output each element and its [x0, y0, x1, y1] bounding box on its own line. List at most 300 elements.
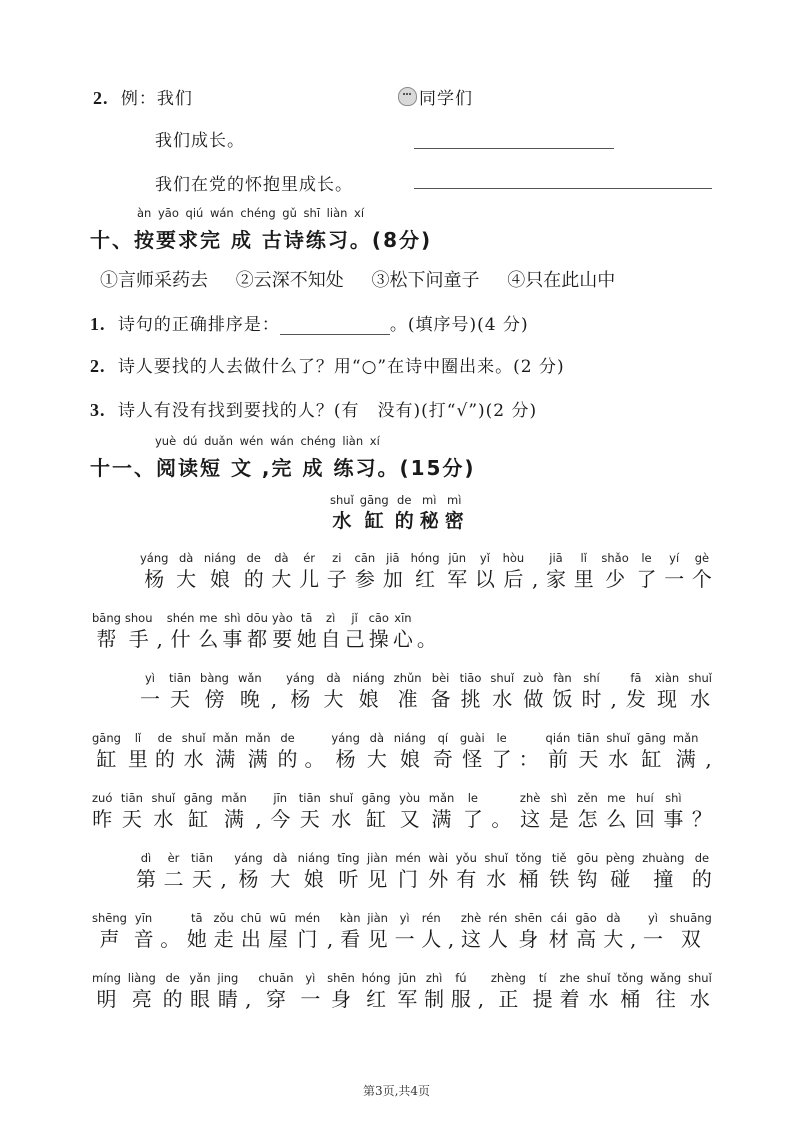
pinyin: gāng	[92, 731, 121, 745]
ruby-char	[362, 790, 391, 832]
passage-line-6	[136, 850, 712, 892]
hanzi: 是	[548, 807, 569, 831]
pinyin: shí	[583, 671, 600, 685]
pinyin: dì	[140, 851, 152, 865]
hanzi: 前	[547, 747, 568, 771]
q2-circle-number: 2.	[90, 356, 106, 376]
ruby-char	[217, 970, 238, 1012]
hanzi: 参	[354, 567, 375, 591]
ruby-char	[553, 670, 573, 712]
hanzi: 个	[691, 567, 712, 591]
pinyin: tí	[538, 971, 547, 985]
hanzi: 要	[272, 627, 293, 651]
ruby-char	[451, 970, 471, 1012]
pinyin: zǒu	[213, 911, 234, 925]
ruby-char	[503, 550, 525, 592]
hanzi: 水	[690, 687, 711, 711]
ruby-char	[492, 730, 512, 772]
hanzi: 大	[270, 867, 291, 891]
pinyin: jiàn	[367, 911, 388, 925]
ruby-char	[650, 970, 681, 1012]
pinyin: shuǐ	[181, 731, 206, 745]
pinyin: niáng	[203, 551, 236, 565]
ruby-char	[163, 970, 183, 1012]
hanzi: 撞	[653, 867, 674, 891]
pinyin: yì	[305, 971, 316, 985]
pinyin: zhuàng	[642, 851, 685, 865]
page-indicator: 第3页,共4页	[362, 1084, 431, 1098]
q3-text: 诗人有没有找到要找的人？(有 没有)(打“√”)(2 分)	[117, 401, 538, 421]
hanzi: 这	[461, 927, 482, 951]
hanzi: 声	[99, 927, 120, 951]
hanzi: 的	[243, 567, 264, 591]
ruby-char	[355, 550, 376, 592]
hanzi: 天	[299, 807, 320, 831]
pinyin: gōu	[576, 851, 599, 865]
punctuation: ,	[255, 807, 262, 831]
ruby-char	[155, 730, 175, 772]
pinyin: jūn	[448, 551, 467, 565]
pinyin: dà	[178, 551, 194, 565]
hanzi: 里	[127, 747, 148, 771]
punctuation: ,	[531, 567, 539, 591]
hanzi: 了	[491, 747, 512, 771]
pinyin: dōu	[246, 611, 268, 625]
hanzi: 什	[170, 627, 191, 651]
hanzi: 了	[636, 567, 657, 591]
hanzi: 满	[224, 807, 245, 831]
pinyin: le	[467, 791, 478, 805]
ruby-char	[397, 970, 417, 1012]
hanzi: 铁	[549, 867, 570, 891]
ruby-char	[460, 670, 482, 712]
ruby-char	[213, 910, 233, 952]
ruby-char	[189, 970, 210, 1012]
ruby-char	[128, 970, 156, 1012]
ruby-char	[151, 790, 175, 832]
pinyin: yí	[669, 551, 680, 565]
pinyin: gāng	[183, 791, 213, 805]
ruby-char	[395, 492, 414, 534]
pinyin: shuāng	[669, 911, 712, 925]
section11-title: 十一、阅读短 文 ,完 成 练习。(15分)	[90, 456, 476, 480]
pinyin: shuǐ	[688, 671, 712, 685]
hanzi: 的	[154, 747, 175, 771]
pinyin: yáng	[331, 731, 360, 745]
punctuation: ,	[630, 927, 637, 951]
ruby-char	[574, 550, 594, 592]
pinyin: tiě	[551, 851, 567, 865]
hanzi: 水	[486, 867, 507, 891]
pinyin: shuǐ	[151, 791, 176, 805]
pinyin: wǎn	[237, 671, 262, 685]
pinyin: qí	[437, 731, 449, 745]
q2-answer-blank-2[interactable]	[414, 170, 712, 189]
hanzi: 秘	[419, 510, 439, 532]
ruby-char	[299, 550, 319, 592]
hanzi: 又	[399, 807, 420, 831]
pinyin: tiān	[298, 791, 321, 805]
pinyin: wài	[428, 851, 449, 865]
pinyin: shuǐ	[484, 851, 509, 865]
punctuation: 。	[491, 807, 512, 831]
hanzi: 水	[492, 687, 513, 711]
pinyin: zi	[332, 551, 342, 565]
ruby-char	[546, 550, 566, 592]
ruby-char	[582, 670, 602, 712]
hanzi: 人	[487, 927, 508, 951]
pinyin: dà	[274, 551, 289, 565]
hanzi: 桶	[620, 987, 641, 1011]
pinyin: shou	[124, 611, 153, 625]
ruby-char	[295, 910, 321, 952]
ruby-char	[549, 910, 569, 952]
pinyin: kàn	[339, 911, 361, 925]
ruby-char	[575, 910, 596, 952]
ruby-char	[429, 790, 455, 832]
hanzi: 天	[170, 687, 191, 711]
pinyin: yáng	[140, 551, 169, 565]
hanzi: 的	[394, 510, 414, 532]
ruby-char	[324, 670, 344, 712]
pinyin: ér	[303, 551, 315, 565]
pinyin: zhǔn	[393, 671, 422, 685]
hanzi: 回	[634, 807, 655, 831]
ruby-char	[245, 730, 271, 772]
ruby-char	[663, 790, 683, 832]
hanzi: 昨	[92, 807, 113, 831]
ruby-char	[523, 670, 543, 712]
pinyin: jǐ	[351, 611, 358, 625]
hanzi: 一	[664, 567, 685, 591]
hanzi: 屋	[267, 927, 288, 951]
pinyin: dà	[326, 671, 341, 685]
ruby-char	[200, 670, 229, 712]
hanzi: 天	[121, 807, 142, 831]
ruby-char	[140, 550, 168, 592]
q2-answer-blank-1[interactable]	[414, 130, 614, 149]
hanzi: 一	[643, 927, 663, 951]
ruby-char	[635, 790, 655, 832]
ruby-char	[297, 610, 317, 652]
hanzi: 饭	[552, 687, 573, 711]
pinyin: zěn	[577, 791, 598, 805]
pinyin: me	[199, 611, 218, 625]
ruby-char	[286, 670, 314, 712]
pinyin: gāng	[359, 493, 389, 507]
hanzi: 准	[397, 687, 418, 711]
ruby-char	[271, 550, 291, 592]
ruby-char	[670, 910, 712, 952]
pinyin: jīn	[273, 791, 288, 805]
pinyin: jing	[217, 971, 239, 985]
pinyin: yǐ	[479, 551, 490, 565]
pinyin: niáng	[297, 851, 330, 865]
punctuation: 。	[304, 747, 325, 771]
pinyin: tiāo	[459, 671, 482, 685]
ruby-char	[577, 730, 599, 772]
ruby-char	[92, 910, 127, 952]
poem-line-choices	[100, 266, 637, 292]
q2-target-word: 同学们	[419, 89, 473, 109]
ruby-char	[169, 670, 191, 712]
pinyin: wū	[269, 911, 287, 925]
punctuation: 。	[416, 627, 437, 651]
ruby-char	[516, 850, 542, 892]
ruby-char	[240, 910, 261, 952]
pinyin: mén	[294, 911, 321, 925]
passage-line-3	[140, 670, 712, 712]
hanzi: 满	[247, 747, 268, 771]
hanzi: 水	[588, 987, 609, 1011]
pinyin: liàng	[127, 971, 156, 985]
hanzi: 她	[186, 927, 207, 951]
hanzi: 家	[546, 567, 566, 591]
hanzi: 外	[428, 867, 449, 891]
pinyin: xiàn	[654, 671, 680, 685]
q2-example-label: 例：我们	[120, 89, 193, 109]
hanzi: 的	[691, 867, 712, 891]
hanzi: 娘	[358, 687, 379, 711]
hanzi: 做	[523, 687, 544, 711]
hanzi: 高	[576, 927, 597, 951]
ruby-char	[340, 910, 361, 952]
q2-line1: 我们成长。	[155, 131, 245, 151]
pinyin: fàn	[553, 671, 572, 685]
pinyin: tā	[191, 911, 203, 925]
hanzi: 大	[271, 567, 292, 591]
pinyin: dà	[606, 911, 621, 925]
hanzi: 挑	[460, 687, 481, 711]
ruby-char	[298, 850, 330, 892]
hanzi: 亮	[131, 987, 152, 1011]
ruby-char	[246, 610, 268, 652]
pinyin: yǎn	[189, 971, 211, 985]
ruby-char	[491, 970, 526, 1012]
q1-answer-blank[interactable]	[280, 314, 390, 335]
hanzi: 往	[655, 987, 676, 1011]
pinyin: yì	[144, 671, 155, 685]
pinyin: shuǐ	[490, 671, 515, 685]
ruby-char	[330, 492, 354, 534]
ruby-char	[431, 670, 451, 712]
ruby-char	[128, 730, 148, 772]
hanzi: 加	[382, 567, 403, 591]
hanzi: 大	[603, 927, 624, 951]
pinyin: èr	[167, 851, 180, 865]
ruby-char	[577, 850, 599, 892]
q2-circle-text: 诗人要找的人去做什么了？用“○”在诗中圈出来。(2 分)	[117, 357, 565, 377]
pinyin: tiān	[169, 671, 192, 685]
punctuation: 。	[160, 927, 181, 951]
pinyin: dà	[273, 851, 288, 865]
ruby-char	[549, 790, 569, 832]
ruby-char	[121, 790, 143, 832]
hanzi: 材	[548, 927, 569, 951]
hanzi: 都	[247, 627, 268, 651]
passage-line-4	[92, 730, 712, 772]
pinyin: mǎn	[245, 731, 271, 745]
hanzi: 有	[456, 867, 477, 891]
hanzi: 满	[431, 807, 452, 831]
pinyin: lǐ	[134, 731, 142, 745]
punctuation: ,	[705, 747, 712, 771]
ruby-char	[125, 610, 153, 652]
ruby-char	[383, 550, 403, 592]
ruby-char	[360, 492, 389, 534]
pinyin: xīn	[394, 611, 412, 625]
q2-target-group	[398, 84, 473, 109]
ruby-char	[456, 850, 477, 892]
hanzi: 水	[153, 807, 174, 831]
hanzi: 怪	[462, 747, 483, 771]
section10-title: 十、按要求完 成 古诗练习。(8分)	[90, 228, 433, 252]
ruby-char	[244, 550, 264, 592]
ruby-char	[213, 730, 239, 772]
hanzi: 今	[270, 807, 291, 831]
hanzi: 红	[415, 567, 436, 591]
hanzi: 现	[657, 687, 678, 711]
pinyin: hóng	[361, 971, 391, 985]
ruby-char	[369, 610, 389, 652]
hanzi: 听	[338, 867, 359, 891]
hanzi: 子	[326, 567, 347, 591]
hanzi: 事	[663, 807, 684, 831]
pinyin: fā	[630, 671, 642, 685]
hanzi: 水	[689, 987, 710, 1011]
q2-number: 2.	[93, 88, 109, 108]
ruby-char	[367, 910, 388, 952]
hanzi: 看	[340, 927, 361, 951]
ruby-char	[221, 790, 247, 832]
ruby-char	[176, 550, 196, 592]
hanzi: 的	[277, 747, 298, 771]
punctuation: ,	[610, 687, 617, 711]
pinyin: hòu	[502, 551, 525, 565]
hanzi: 缸	[188, 807, 209, 831]
hanzi: 么	[198, 627, 219, 651]
ruby-char	[463, 790, 483, 832]
hanzi: 儿	[299, 567, 320, 591]
punctuation: ,	[220, 867, 227, 891]
hanzi: 操	[368, 627, 389, 651]
pinyin: gāng	[637, 731, 666, 745]
ruby-char	[92, 730, 121, 772]
ruby-char	[606, 730, 630, 772]
ruby-char	[187, 910, 207, 952]
hanzi: 傍	[204, 687, 225, 711]
pinyin: me	[607, 791, 626, 805]
hanzi: 见	[367, 927, 388, 951]
q1-number: 1.	[90, 314, 106, 334]
ruby-char	[367, 850, 388, 892]
pinyin: chuān	[258, 971, 294, 985]
hanzi: 娘	[399, 747, 420, 771]
punctuation: ,	[447, 927, 455, 951]
pinyin: jiā	[386, 551, 400, 565]
ruby-char	[475, 550, 495, 592]
ruby-char	[258, 970, 293, 1012]
hanzi: 一	[300, 987, 321, 1011]
hanzi: 大	[176, 567, 197, 591]
poem-choice-3: ③松下问童子	[371, 270, 480, 291]
ruby-char	[327, 550, 347, 592]
hanzi: 里	[573, 567, 594, 591]
section10-q2	[90, 352, 565, 377]
poem-choice-1: ①言师采药去	[100, 270, 208, 291]
hanzi: 手	[128, 627, 149, 651]
ruby-char	[191, 850, 213, 892]
hanzi: 水	[332, 510, 352, 532]
pinyin: qián	[545, 731, 571, 745]
section10-pinyin: àn yāo qiú wán chéng gǔ shī liàn xí	[137, 206, 365, 220]
hanzi: 提	[532, 987, 553, 1011]
ruby-char	[692, 550, 712, 592]
pinyin: de	[397, 493, 412, 507]
ruby-char	[533, 970, 553, 1012]
hanzi: 第	[136, 867, 156, 891]
hanzi: 怎	[577, 807, 598, 831]
hanzi: 时	[581, 687, 602, 711]
pinyin: zuó	[92, 791, 113, 805]
punctuation: ？	[691, 807, 712, 831]
ruby-char	[643, 910, 663, 952]
pinyin: zuò	[523, 671, 544, 685]
ruby-char	[321, 610, 341, 652]
pinyin: chū	[240, 911, 262, 925]
ruby-char	[92, 970, 121, 1012]
hanzi: 杨	[290, 687, 311, 711]
pinyin: tīng	[337, 851, 360, 865]
ruby-char	[577, 790, 597, 832]
hanzi: 见	[367, 867, 388, 891]
pinyin: shì	[224, 611, 241, 625]
ruby-char	[636, 550, 656, 592]
ruby-char	[204, 550, 236, 592]
hanzi: 军	[447, 567, 468, 591]
section10-q1	[90, 310, 529, 335]
hanzi: 门	[297, 927, 318, 951]
hanzi: 奇	[432, 747, 453, 771]
ruby-char	[234, 850, 262, 892]
hanzi: 服	[450, 987, 471, 1011]
ruby-char	[362, 970, 391, 1012]
ruby-char	[134, 910, 154, 952]
hanzi: 门	[398, 867, 419, 891]
pinyin: tiān	[120, 791, 143, 805]
pinyin: tǒng	[515, 851, 542, 865]
pinyin: cāo	[368, 611, 389, 625]
hanzi: 身	[330, 987, 351, 1011]
hanzi: 水	[183, 747, 204, 771]
pinyin: hóng	[410, 551, 440, 565]
hanzi: 缸	[364, 510, 384, 532]
punctuation: ：	[518, 747, 539, 771]
pinyin: shēng	[92, 911, 127, 925]
hanzi: 缸	[641, 747, 662, 771]
pinyin: jūn	[398, 971, 417, 985]
ruby-char	[395, 850, 421, 892]
pinyin: shì	[550, 791, 568, 805]
pinyin: gāo	[575, 911, 597, 925]
passage-line-2	[92, 610, 437, 652]
ruby-char	[445, 492, 464, 534]
ruby-char	[327, 970, 355, 1012]
pinyin: huí	[635, 791, 654, 805]
pinyin: yáng	[286, 671, 315, 685]
hanzi: 的	[162, 987, 183, 1011]
ruby-char	[395, 910, 415, 952]
